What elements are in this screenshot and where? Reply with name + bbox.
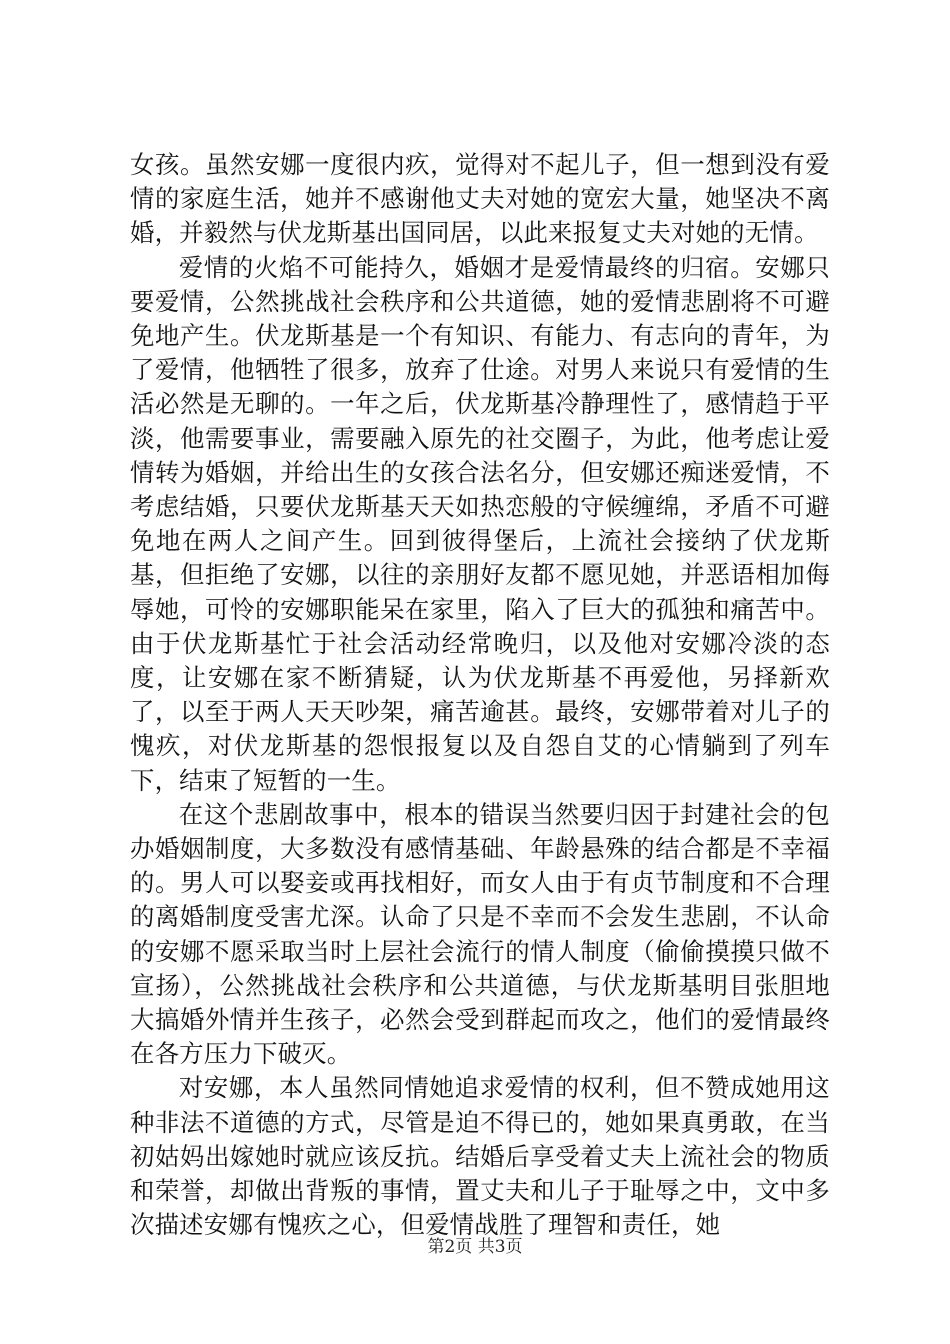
paragraph-continuation: 女孩。虽然安娜一度很内疚，觉得对不起儿子，但一想到没有爱情的家庭生活，她并不感谢他丈夫对她的宽宏大量，她坚决不离婚，并毅然与伏龙斯基出国同居，以此来报复丈夫对她的无情。	[130, 150, 830, 248]
paragraph-tragedy-cause: 在这个悲剧故事中，根本的错误当然要归因于封建社会的包办婚姻制度，大多数没有感情基础、年龄悬殊的结合都是不幸福的。男人可以娶妾或再找相好，而女人由于有贞节制度和不合理的离婚制度受害尤深。认命了只是不幸而不会发生悲剧，不认命的安娜不愿采取当时上层社会流行的情人制度（偷偷摸摸只做不宣扬），公然挑战社会秩序和公共道德，与伏龙斯基明目张胆地大搞婚外情并生孩子，必然会受到群起而攻之，他们的爱情最终在各方压力下破灭。	[130, 799, 830, 1069]
paragraph-author-view: 对安娜，本人虽然同情她追求爱情的权利，但不赞成她用这种非法不道德的方式，尽管是迫不得已的，她如果真勇敢，在当初姑妈出嫁她时就应该反抗。结婚后享受着丈夫上流社会的物质和荣誉，却做出背叛的事情，置丈夫和儿子于耻辱之中，文中多次描述安娜有愧疚之心，但爱情战胜了理智和责任，她	[130, 1073, 830, 1240]
page-number-footer: 第2页 共3页	[427, 1237, 523, 1257]
paragraph-love-and-marriage: 爱情的火焰不可能持久，婚姻才是爱情最终的归宿。安娜只要爱情，公然挑战社会秩序和公共道德，她的爱情悲剧将不可避免地产生。伏龙斯基是一个有知识、有能力、有志向的青年，为了爱情，他牺牲了很多，放弃了仕途。对男人来说只有爱情的生活必然是无聊的。一年之后，伏龙斯基冷静理性了，感情趋于平淡，他需要事业，需要融入原先的社交圈子，为此，他考虑让爱情转为婚姻，并给出生的女孩合法名分，但安娜还痴迷爱情，不考虑结婚，只要伏龙斯基天天如热恋般的守候缠绵，矛盾不可避免地在两人之间产生。回到彼得堡后，上流社会接纳了伏龙斯基，但拒绝了安娜，以往的亲朋好友都不愿见她，并恶语相加侮辱她，可怜的安娜职能呆在家里，陷入了巨大的孤独和痛苦中。由于伏龙斯基忙于社会活动经常晚归，以及他对安娜冷淡的态度，让安娜在家不断猜疑，认为伏龙斯基不再爱他，另择新欢了，以至于两人天天吵架，痛苦逾甚。最终，安娜带着对儿子的愧疚，对伏龙斯基的怨恨报复以及自怨自艾的心情躺到了列车下，结束了短暂的一生。	[130, 252, 830, 795]
page-body	[130, 148, 830, 1243]
